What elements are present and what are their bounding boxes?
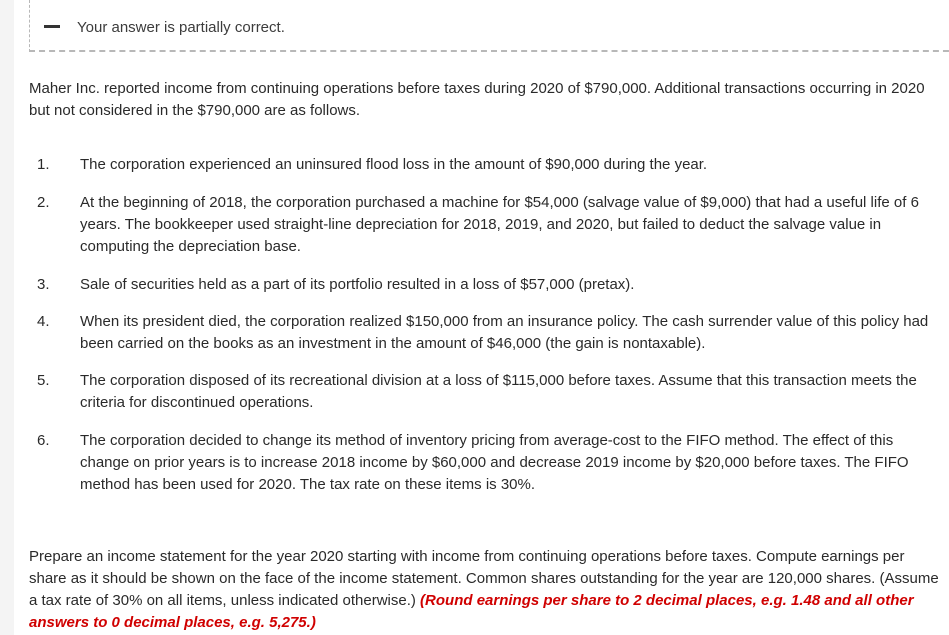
feedback-banner <box>29 0 949 52</box>
item-text: When its president died, the corporation realized $150,000 from an insurance policy. The cash surrender value of this policy had been carried on the books as an investment in the amount of $46,000 (the gain is nontaxable). <box>80 313 929 352</box>
item-number: 3. <box>37 276 50 293</box>
item-number: 2. <box>37 194 50 211</box>
left-gutter <box>0 0 14 635</box>
item-number: 5. <box>37 372 50 389</box>
item-text: Sale of securities held as a part of its portfolio resulted in a loss of $57,000 (pretax). <box>80 276 635 293</box>
item-number: 4. <box>37 313 50 330</box>
item-text: The corporation experienced an uninsured flood loss in the amount of $90,000 during the year. <box>80 156 708 173</box>
item-number: 6. <box>37 432 50 449</box>
instructions <box>29 546 944 634</box>
item-text: The corporation disposed of its recreational division at a loss of $115,000 before taxes. Assume that this transaction meets the criteria for discontinued operations. <box>80 372 917 411</box>
feedback-text: Your answer is partially correct. <box>77 19 285 36</box>
item-number: 1. <box>37 156 50 173</box>
item-text: At the beginning of 2018, the corporation purchased a machine for $54,000 (salvage value of $9,000) that had a useful life of 6 years. The bookkeeper used straight-line depreciation for 2018, 2019, and 2020, but failed to deduct the salvage value in computing the depreciation base. <box>80 194 919 255</box>
problem-intro: Maher Inc. reported income from continuing operations before taxes during 2020 of $790,000. Additional transactions occurring in 2020 but not considered in the $790,000 are as follows. <box>29 80 925 119</box>
question-content <box>29 78 944 631</box>
partial-correct-icon <box>44 25 60 28</box>
instructions-text: Prepare an income statement for the year 2020 starting with income from continuing operations before taxes. Compute earnings per share as it should be shown on the face of the income statement. Common shares outstanding for the year are 120,000 shares. (Assume a tax rate of 30% on all items, unless indicated otherwise.) <box>29 548 939 609</box>
rounding-instructions: (Round earnings per share to 2 decimal places, e.g. 1.48 and all other answers to 0 decimal places, e.g. 5,275.) <box>29 592 914 631</box>
item-text: The corporation decided to change its method of inventory pricing from average-cost to the FIFO method. The effect of this change on prior years is to increase 2018 income by $60,000 and decrease 2019 income by $20,000 before taxes. The FIFO method has been used for 2020. The tax rate on these items is 30%. <box>80 432 909 493</box>
